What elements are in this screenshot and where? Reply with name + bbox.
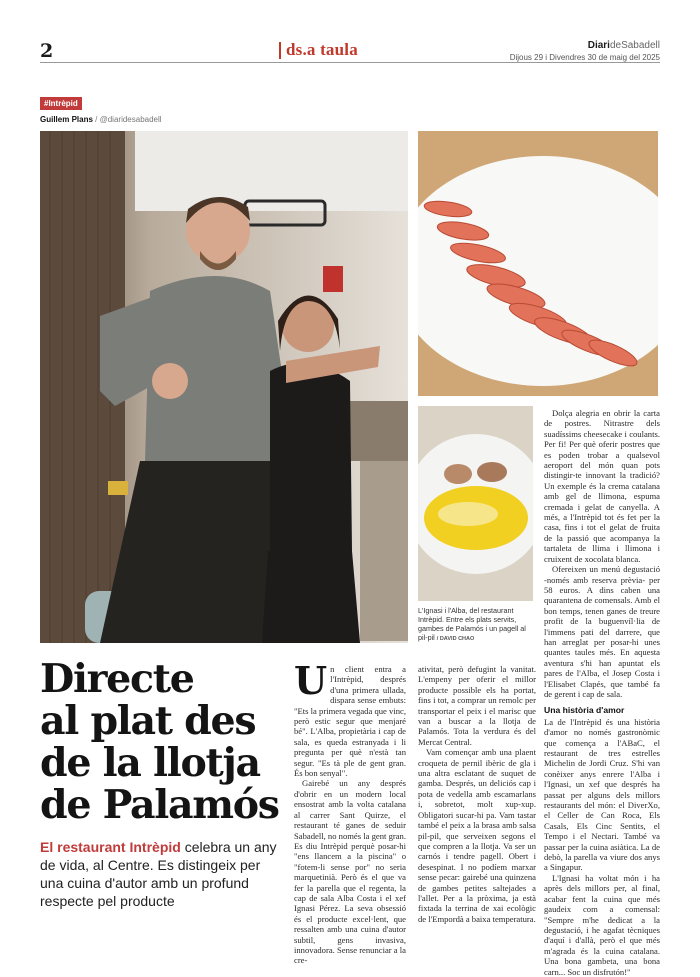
- brand-light: deSabadell: [609, 40, 660, 51]
- caption-text: L'Ignasi i l'Alba, del restaurant Intrèpid. Entre els plats servits, gambes de Palamós i un pagell al pil-pil: [418, 606, 526, 642]
- headline-line-1: Directe: [40, 656, 194, 702]
- prawns-photo: [418, 131, 658, 396]
- body-paragraph: Gairebé un any després d'obrir en un modern local ensostrat amb la volta catalana al carrer Sant Quirze, el restaurant té ganes de seduir Sabadell, no només la gent gran. Es diu Intrèpid perquè posar-hi "ens llancem a la piscina" o "fotem-li sense por" no seria marquetinià. Però és el que va fer la parella que el regenta, la cap de sala Alba Costa i el xef Ignasi Pérez. La seva obsessió és el producte excel·lent, que ressalten amb una cuina d'autor subtil, gens invasiva, innovadora. Sense renunciar a la cre-: [294, 778, 406, 966]
- body-paragraph: La de l'Intrèpid és una història d'amor no només gastronòmic que comença a l'ABaC, el restaurant de tres estrelles Michelin de Jordi Cruz. S'hi van conèixer anys enrere l'Alba i l'Ignasi, un xef que després ha passat per alguns dels millors restaurants del món: el DiverXo, el Celler de Can Roca, Els Casals, Els Cinc Sentits, el Tempo i el Nectari. També va passar per la cuina asiàtica. La de debò, la parella va viure dos anys a Singapur.: [544, 716, 660, 873]
- section-subhead: Una història d'amor: [544, 705, 625, 716]
- byline: [40, 115, 162, 124]
- dateline: Dijous 29 i Divendres 30 de maig del 2025: [509, 53, 660, 62]
- dish-photo: [418, 406, 533, 601]
- dish-illustration: [418, 406, 533, 601]
- standfirst: [40, 838, 285, 910]
- prawns-illustration: [418, 131, 658, 396]
- photo-caption: [418, 606, 536, 644]
- standfirst-lead: El restaurant Intrèpid: [40, 839, 181, 855]
- body-column-1: [294, 658, 406, 966]
- main-photo: [40, 131, 408, 643]
- author-handle[interactable]: @diaridesabadell: [99, 115, 162, 124]
- headline: [40, 658, 285, 826]
- body-column-3: [544, 408, 660, 977]
- body-paragraph: Vam començar amb una plaent croqueta de pernil ibèric de gla i una altra esclatant de suquet de gamba. Després, un deliciós cap i pota de vedella amb escamarlans i, sobretot, molt xup-xup. Obligatori sucar-hi pa. Vam tastar també el peix a la brasa amb salsa pil-pil, que serveixen segons el que compren a la llotja. Va ser un carnós i tendre pagell. Obert i desespinat. I no podíem marxar sense pecar: gairebé una quinzena de gambes petites saltejades a l'allet. Per a la pròxima, ja està fixtada la terrina de xai ecològic de l'Empordà a baixa temperatura.: [418, 747, 536, 924]
- page-number: 2: [40, 40, 54, 62]
- headline-line-4: de Palamós: [40, 782, 279, 828]
- photo-credit: / DAVID CHAO: [436, 636, 475, 642]
- byline-separator: /: [95, 115, 98, 124]
- headline-line-2: al plat des: [40, 698, 256, 744]
- body-paragraph: Dolça alegria en obrir la carta de postres. Nitrastre dels suadíssims cheesecake i coulants. Per fi! Per què oferir postres que es poden trobar a qualsevol aeroport del món quan pots distingir-te innovant la tradició? Un exemple és la crema catalana amb gel de llimona, espuma cremada i gelat de canyella. A més, a l'Intrèpid tot és fet per la casa, fins i tot el gelat de fruita de la passió que acompanya la tartaleta de llima i llimona i cruixent de xocolata blanca.: [544, 408, 660, 564]
- headline-line-3: de la llotja: [40, 740, 260, 786]
- body-paragraph: n client entra a l'Intrèpid, després d'una primera ullada, dispara sense embuts: "Ets la primera vegada que vinc, però estic segur que menjaré bé". L'Alba, propietària i cap de sala, es queda estranyada i li pregunta per què n'està tan segur. "Es tà ple de gent gran. És bon senyal".: [294, 664, 406, 779]
- drop-cap: U: [294, 658, 328, 703]
- author-name: Guillem Plans: [40, 115, 93, 124]
- body-column-2: [418, 664, 536, 924]
- standfirst-text: celebra un any de vida, al Centre. Es distingeix per una cuina d'autor amb un profund respecte pel producte: [40, 839, 277, 909]
- body-paragraph: ativitat, però defugint la vanitat. L'empeny per oferir el millor producte possible els ha portat, fins i tot, a comprar un remolc per transportar el peix i el marisc que van a buscar a la llotja de Palamós. Tota la verdura és del Mercat Central.: [418, 664, 536, 747]
- newspaper-brand: [588, 40, 660, 51]
- brand-bold: Diari: [587, 40, 610, 51]
- body-paragraph: L'Ignasi ha voltat món i ha après dels millors per, al final, acabar fent la cuina que més gaudeix com a comensal: "Sempre m'he dedicat a la degustació, i he agafat tècniques d'aquí i d'allà, però el que més m'agrada és la cuina catalana. Una bona gambeta, una bona carn... Soc un disfrutón!": [544, 872, 660, 977]
- section-title: ds.a taula: [286, 40, 358, 59]
- header-rule: [40, 62, 660, 63]
- section-divider: [279, 42, 281, 59]
- body-paragraph: Ofereixen un menú degustació -només amb reserva prèvia- per 58 euros. A dins caben una quarantena de comensals. Amb el bon temps, tenen ganes de treure profit de la buguenvíl·lia de l'immens pati del darrere, que han arreglat per posar-hi unes quantes taules més. En aquesta aventura s'hi han apuntat els pares de l'Alba, el Josep Costa i l'Elisabet Clapés, que també fa de gerent i cap de sala.: [544, 564, 660, 699]
- topic-tag[interactable]: #Intrèpid: [40, 97, 82, 110]
- main-photo-illustration: [40, 131, 408, 643]
